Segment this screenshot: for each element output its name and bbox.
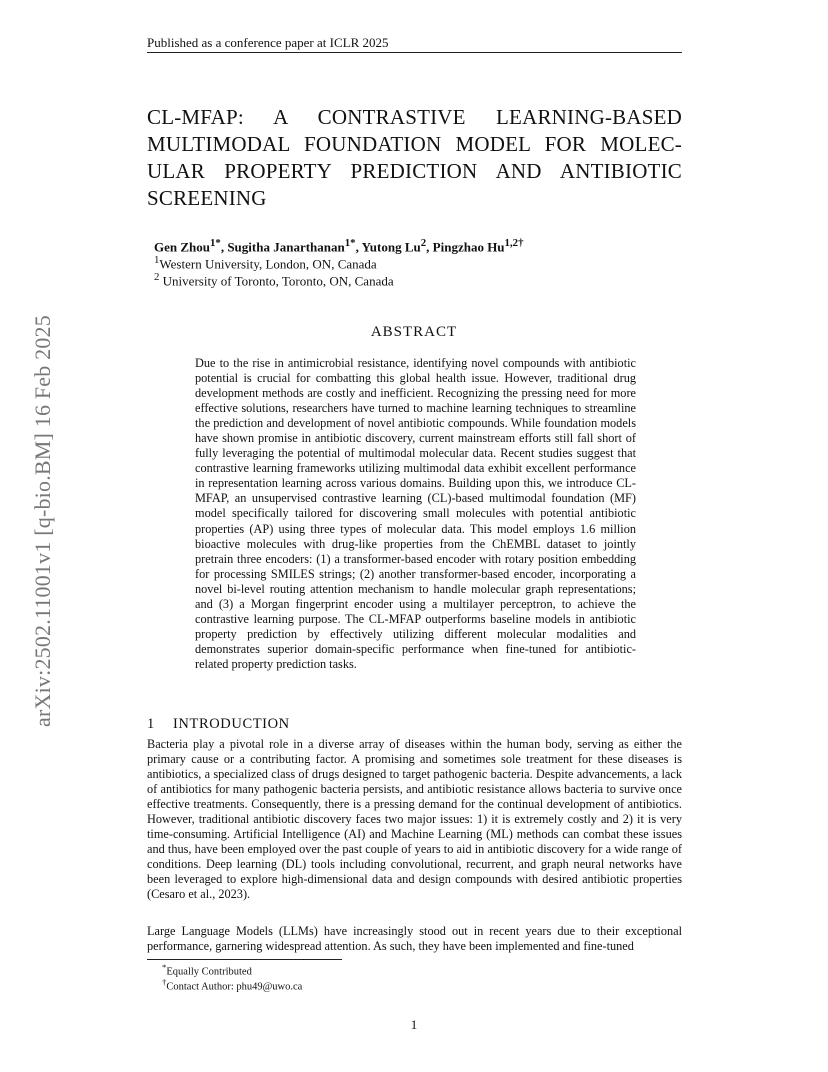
footnote-text: Equally Contributed [166,966,252,978]
footnote-mark: † [162,977,167,987]
affiliation-text: University of Toronto, Toronto, ON, Canada [159,273,394,289]
abstract-heading: ABSTRACT [370,324,458,340]
affiliation [154,254,377,272]
author-name: Pingzhao Hu [432,239,505,255]
header-rule [147,52,682,53]
paper-title [147,104,682,212]
affiliation-sup: 2 [154,271,160,283]
abstract-text: Due to the rise in antimicrobial resistance, identifying novel compounds with antibiotic potential is crucial for combatting this global health issue. However, traditional drug development methods are costly and inefficient. Recognizing the pressing need for more effective solutions, researchers have turned to machine learning techniques to streamline the prediction and development of novel antibiotic compounds. While foundation models have shown promise in antibiotic discovery, current mainstream efforts still fall short of fully leveraging the potential of multimodal molecular data. Recent studies suggest that contrastive learning frameworks utilizing multimodal data exhibit excellent performance in representation learning across various domains. Building upon this, we introduce CL-MFAP, an unsupervised contrastive learning (CL)-based multimodal foundation (MF) model specifically tailored for discovering small molecules with potential antibiotic properties (AP) using three types of molecular data. This model employs 1.6 million bioactive molecules with drug-like properties from the ChEMBL dataset to jointly pretrain three encoders: (1) a transformer-based encoder with rotary position embedding for processing SMILES strings; (2) another transformer-based encoder, incorporating a novel bi-level routing attention mechanism to handle molecular graph representations; and (3) a Morgan fingerprint encoder using a multilayer perceptron, to achieve the contrastive learning purpose. The CL-MFAP outperforms baseline models in antibiotic property prediction by effectively utilizing different molecular modalities and demonstrates superior domain-specific performance when fine-tuned for antibiotic-related property prediction tasks. [195,356,636,671]
affiliation-sup: 1 [154,254,160,266]
author-sup: 2 [420,237,427,249]
body-paragraph: Bacteria play a pivotal role in a diverse array of diseases within the human body, serving as either the primary cause or a contributing factor. A promising and sometimes sole treatment for these diseases is antibiotics, a specialized class of drugs designed to target pathogenic bacteria. Despite advancements, a lack of antibiotics for many pathogenic bacteria persists, and antibiotic resistance allows bacteria to survive once effective treatments. Consequently, there is a pressing demand for the continual development of antibiotics. However, traditional antibiotic discovery faces two major issues: 1) it is extremely costly and 2) it is very time-consuming. Artificial Intelligence (AI) and Machine Learning (ML) methods can combat these issues and thus, have been employed over the past couple of years to aid in antibiotic discovery for a wide range of conditions. Deep learning (DL) tools including convolutional, recurrent, and graph neural networks have been leveraged to explore high-dimensional data and design compounds with desired antibiotic properties (Cesaro et al., 2023). [147,737,682,902]
section-number: 1 [147,716,155,732]
affiliation-text: Western University, London, ON, Canada [159,256,377,272]
footnote-mark: * [162,962,167,972]
running-header: Published as a conference paper at ICLR 2025 [147,35,389,50]
body-paragraph: Large Language Models (LLMs) have increasingly stood out in recent years due to their exceptional performance, garnering widespread attention. As such, they have been implemented and fine-tuned [147,924,682,954]
arxiv-identifier: arXiv:2502.11001v1 [q-bio.BM] 16 Feb 2025 [30,315,55,727]
author-name: Gen Zhou [154,239,210,255]
author-sup: 1* [344,237,356,249]
title-line: ULAR PROPERTY PREDICTION AND ANTIBIOTIC [147,159,682,183]
page-number: 1 [410,1017,418,1032]
affiliation [154,271,394,289]
author-name: Sugitha Janarthanan [227,239,345,255]
footnote [162,962,252,978]
author-sup: 1* [210,237,221,249]
title-line: SCREENING [147,186,267,210]
footnote-rule [147,959,342,960]
author-list: Gen Zhou$^{1*}$, Sugitha Janarthanan$^{1*}$, Yutong Lu$^2$, Pingzhao $Hu^{1,2\dagger}$ [154,237,524,255]
section-heading [147,716,290,733]
author-sup: 1,2† [504,237,524,249]
author-name: Yutong Lu [361,239,421,255]
section-title: INTRODUCTION [173,716,290,732]
title-line: MULTIMODAL FOUNDATION MODEL FOR MOLEC- [147,132,682,156]
footnote [162,977,302,993]
title-line: CL-MFAP: A CONTRASTIVE LEARNING-BASED [147,105,682,129]
footnote-text: Contact Author: phu49@uwo.ca [166,981,303,993]
